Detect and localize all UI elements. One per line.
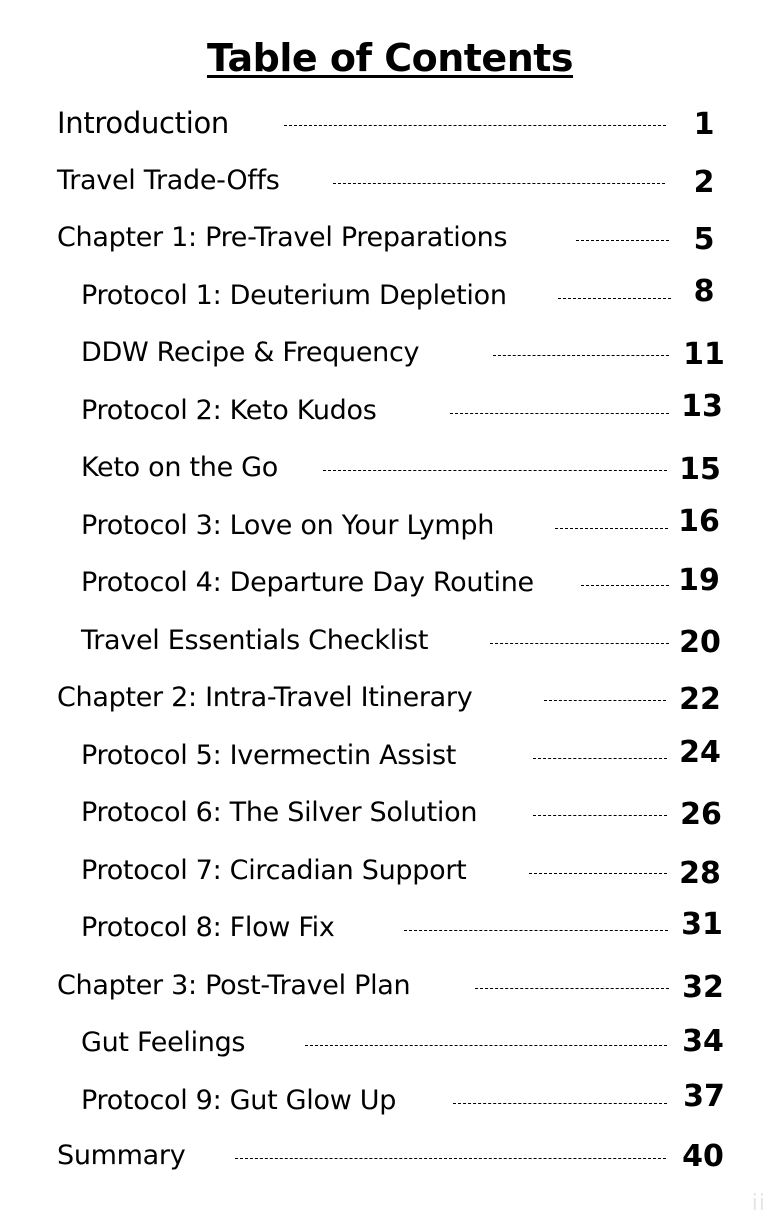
toc-entry-summary[interactable] bbox=[0, 1136, 780, 1176]
toc-entry-chapter-3[interactable] bbox=[0, 966, 780, 1006]
toc-entry-label: DDW Recipe & Frequency bbox=[81, 337, 420, 368]
toc-entry-page: 28 bbox=[679, 856, 721, 891]
toc-entry-label: Protocol 5: Ivermectin Assist bbox=[81, 740, 457, 771]
dot-leader bbox=[555, 528, 668, 529]
toc-entry-protocol-7[interactable] bbox=[0, 851, 780, 891]
toc-entry-protocol-1[interactable] bbox=[0, 276, 780, 316]
dot-leader bbox=[404, 930, 668, 931]
toc-entry-page: 37 bbox=[683, 1079, 725, 1114]
toc-entry-page: 1 bbox=[693, 107, 715, 142]
toc-entry-protocol-2[interactable] bbox=[0, 391, 780, 431]
toc-entry-protocol-6[interactable] bbox=[0, 793, 780, 833]
toc-entry-page: 2 bbox=[693, 165, 715, 200]
toc-entry-page: 34 bbox=[682, 1024, 724, 1059]
dot-leader bbox=[323, 470, 667, 471]
dot-leader bbox=[305, 1045, 667, 1046]
toc-entry-label: Introduction bbox=[57, 106, 230, 140]
dot-leader bbox=[529, 873, 667, 874]
toc-entry-label: Summary bbox=[57, 1140, 186, 1171]
toc-entry-label: Chapter 3: Post-Travel Plan bbox=[57, 970, 411, 1001]
toc-entry-label: Protocol 2: Keto Kudos bbox=[81, 395, 377, 426]
toc-entry-travel-trade-offs[interactable] bbox=[0, 161, 780, 201]
toc-entry-label: Gut Feelings bbox=[81, 1027, 246, 1058]
toc-entry-page: 31 bbox=[681, 907, 723, 942]
toc-entry-page: 15 bbox=[679, 452, 721, 487]
toc-entry-protocol-8[interactable] bbox=[0, 908, 780, 948]
dot-leader bbox=[544, 700, 666, 701]
toc-entry-keto-on-the-go[interactable] bbox=[0, 448, 780, 488]
toc-entry-page: 13 bbox=[681, 389, 723, 424]
toc-entry-page: 11 bbox=[683, 337, 725, 372]
dot-leader bbox=[235, 1158, 666, 1159]
toc-entry-gut-feelings[interactable] bbox=[0, 1023, 780, 1063]
toc-entry-label: Keto on the Go bbox=[81, 452, 279, 483]
toc-entry-ddw-recipe[interactable] bbox=[0, 333, 780, 373]
toc-entry-label: Travel Trade-Offs bbox=[57, 165, 280, 196]
toc-entry-label: Chapter 2: Intra-Travel Itinerary bbox=[57, 682, 473, 713]
toc-entry-label: Protocol 7: Circadian Support bbox=[81, 855, 467, 886]
toc-entry-chapter-2[interactable] bbox=[0, 678, 780, 718]
toc-entry-protocol-3[interactable] bbox=[0, 506, 780, 546]
dot-leader bbox=[490, 643, 669, 644]
toc-entry-page: 19 bbox=[678, 563, 720, 598]
dot-leader bbox=[475, 988, 669, 989]
dot-leader bbox=[333, 183, 665, 184]
toc-entry-protocol-5[interactable] bbox=[0, 736, 780, 776]
dot-leader bbox=[450, 413, 669, 414]
dot-leader bbox=[284, 125, 666, 126]
dot-leader bbox=[453, 1103, 667, 1104]
dot-leader bbox=[493, 355, 669, 356]
dot-leader bbox=[533, 758, 667, 759]
toc-entry-page: 5 bbox=[693, 222, 715, 257]
dot-leader bbox=[558, 298, 671, 299]
toc-entry-travel-essentials[interactable] bbox=[0, 621, 780, 661]
page-title: Table of Contents bbox=[206, 36, 574, 80]
toc-entry-protocol-9[interactable] bbox=[0, 1081, 780, 1121]
toc-entry-label: Protocol 9: Gut Glow Up bbox=[81, 1085, 397, 1116]
toc-entry-page: 24 bbox=[679, 735, 721, 770]
toc-entry-label: Protocol 8: Flow Fix bbox=[81, 912, 335, 943]
toc-entry-page: 26 bbox=[680, 797, 722, 832]
toc-entry-label: Protocol 4: Departure Day Routine bbox=[81, 567, 534, 598]
toc-entry-protocol-4[interactable] bbox=[0, 563, 780, 603]
toc-entry-label: Protocol 6: The Silver Solution bbox=[81, 797, 478, 828]
toc-entry-label: Travel Essentials Checklist bbox=[81, 625, 429, 656]
page-number: ii bbox=[751, 1191, 766, 1216]
toc-entry-page: 8 bbox=[693, 274, 715, 309]
dot-leader bbox=[576, 240, 669, 241]
toc-entry-label: Protocol 1: Deuterium Depletion bbox=[81, 280, 507, 311]
toc-entry-introduction[interactable] bbox=[0, 103, 780, 143]
toc-entry-label: Protocol 3: Love on Your Lymph bbox=[81, 510, 495, 541]
toc-entry-page: 16 bbox=[678, 504, 720, 539]
toc-entry-page: 32 bbox=[682, 970, 724, 1005]
toc-entry-label: Chapter 1: Pre-Travel Preparations bbox=[57, 222, 508, 253]
dot-leader bbox=[581, 585, 669, 586]
toc-entry-chapter-1[interactable] bbox=[0, 218, 780, 258]
toc-entry-page: 22 bbox=[679, 682, 721, 717]
toc-entry-page: 20 bbox=[679, 625, 721, 660]
dot-leader bbox=[533, 815, 667, 816]
toc-entry-page: 40 bbox=[682, 1139, 724, 1174]
